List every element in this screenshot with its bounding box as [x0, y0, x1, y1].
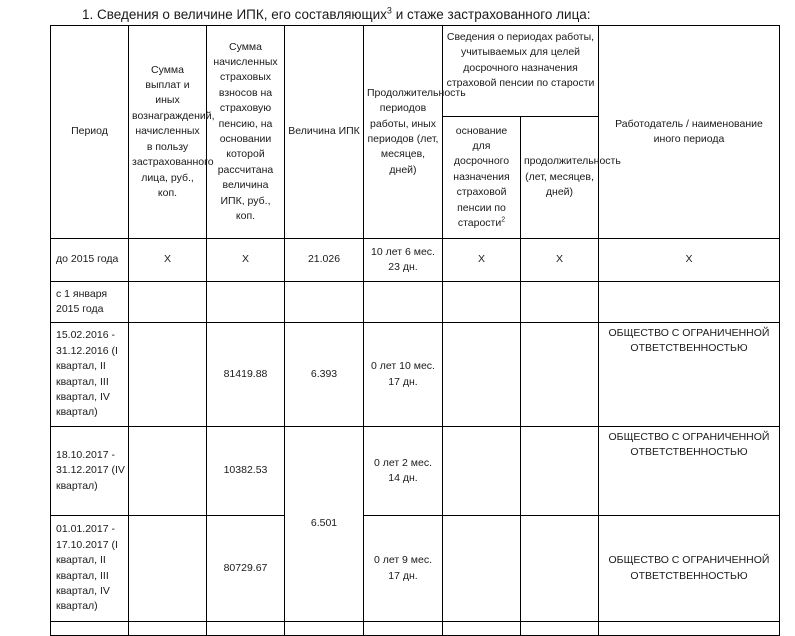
cell-payments: [129, 516, 207, 622]
header-early-basis: [443, 117, 521, 239]
cell-early-duration: [521, 622, 599, 636]
cell-duration: 10 лет 6 мес. 23 дн.: [364, 239, 443, 282]
cell-early-basis: [443, 516, 521, 622]
header-period: Период: [51, 26, 129, 239]
cell-employer: [599, 622, 780, 636]
table-row: [51, 239, 780, 282]
cell-early-duration: [521, 323, 599, 427]
header-employer: Работодатель / наименование иного периода: [599, 26, 780, 239]
cell-contributions: [207, 282, 285, 323]
table-row: [51, 323, 780, 427]
cell-period: до 2015 года: [51, 239, 129, 282]
cell-period: 01.01.2017 - 17.10.2017 (I квартал, II квартал, III квартал, IV квартал): [51, 516, 129, 622]
cell-early-basis: X: [443, 239, 521, 282]
cell-early-basis: [443, 282, 521, 323]
cell-employer: X: [599, 239, 780, 282]
cell-early-duration: X: [521, 239, 599, 282]
header-contributions: Сумма начисленных страховых взносов на страховую пенсию, на основании которой рассчитана величина ИПК, руб., коп.: [207, 26, 285, 239]
cell-early-duration: [521, 427, 599, 516]
cell-contributions: X: [207, 239, 285, 282]
cell-duration: 0 лет 2 мес. 14 дн.: [364, 427, 443, 516]
cell-contributions: 81419.88: [207, 323, 285, 427]
cell-duration: [364, 622, 443, 636]
ipk-table: [50, 25, 780, 636]
cell-duration: 0 лет 10 мес. 17 дн.: [364, 323, 443, 427]
cell-early-basis: [443, 427, 521, 516]
cell-payments: X: [129, 239, 207, 282]
cell-period: с 1 января 2015 года: [51, 282, 129, 323]
table-row: [51, 622, 780, 636]
cell-period: 15.02.2016 - 31.12.2016 (I квартал, II квартал, III квартал, IV квартал): [51, 323, 129, 427]
header-early-basis-text: основание для досрочного назначения страховой пенсии по старости: [453, 124, 510, 230]
table-row: [51, 516, 780, 622]
cell-ipk: [285, 622, 364, 636]
cell-contributions: 10382.53: [207, 427, 285, 516]
cell-ipk: 6.393: [285, 323, 364, 427]
cell-ipk: 6.501: [285, 427, 364, 622]
cell-ipk: 21.026: [285, 239, 364, 282]
header-row: [51, 26, 780, 117]
header-early-group: Сведения о периодах работы, учитываемых для целей досрочного назначения страховой пенсии по старости: [443, 26, 599, 117]
cell-early-basis: [443, 323, 521, 427]
cell-employer: ОБЩЕСТВО С ОГРАНИЧЕННОЙ ОТВЕТСТВЕННОСТЬЮ: [599, 516, 780, 622]
header-payments: Сумма выплат и иных вознаграждений, начисленных в пользу застрахованного лица, руб., коп.: [129, 26, 207, 239]
cell-duration: 0 лет 9 мес. 17 дн.: [364, 516, 443, 622]
cell-period: 18.10.2017 - 31.12.2017 (IV квартал): [51, 427, 129, 516]
section-title: [82, 6, 591, 24]
header-early-basis-footnote: 2: [501, 216, 506, 224]
cell-employer: ОБЩЕСТВО С ОГРАНИЧЕННОЙ ОТВЕТСТВЕННОСТЬЮ: [599, 427, 780, 516]
footnote-marker: 3: [386, 5, 392, 16]
cell-contributions: [207, 622, 285, 636]
section-title-tail: и стаже застрахованного лица:: [391, 7, 591, 22]
table-row: [51, 282, 780, 323]
cell-payments: [129, 282, 207, 323]
cell-payments: [129, 323, 207, 427]
cell-employer: [599, 282, 780, 323]
cell-early-basis: [443, 622, 521, 636]
header-early-duration: продолжительность (лет, месяцев, дней): [521, 117, 599, 239]
cell-employer: ОБЩЕСТВО С ОГРАНИЧЕННОЙ ОТВЕТСТВЕННОСТЬЮ: [599, 323, 780, 427]
cell-early-duration: [521, 282, 599, 323]
cell-period: [51, 622, 129, 636]
cell-duration: [364, 282, 443, 323]
cell-early-duration: [521, 516, 599, 622]
cell-payments: [129, 622, 207, 636]
header-duration: Продолжительность периодов работы, иных периодов (лет, месяцев, дней): [364, 26, 443, 239]
section-title-text: 1. Сведения о величине ИПК, его составляющих: [82, 7, 387, 22]
header-ipk: Величина ИПК: [285, 26, 364, 239]
table-row: [51, 427, 780, 516]
cell-payments: [129, 427, 207, 516]
cell-ipk: [285, 282, 364, 323]
cell-contributions: 80729.67: [207, 516, 285, 622]
